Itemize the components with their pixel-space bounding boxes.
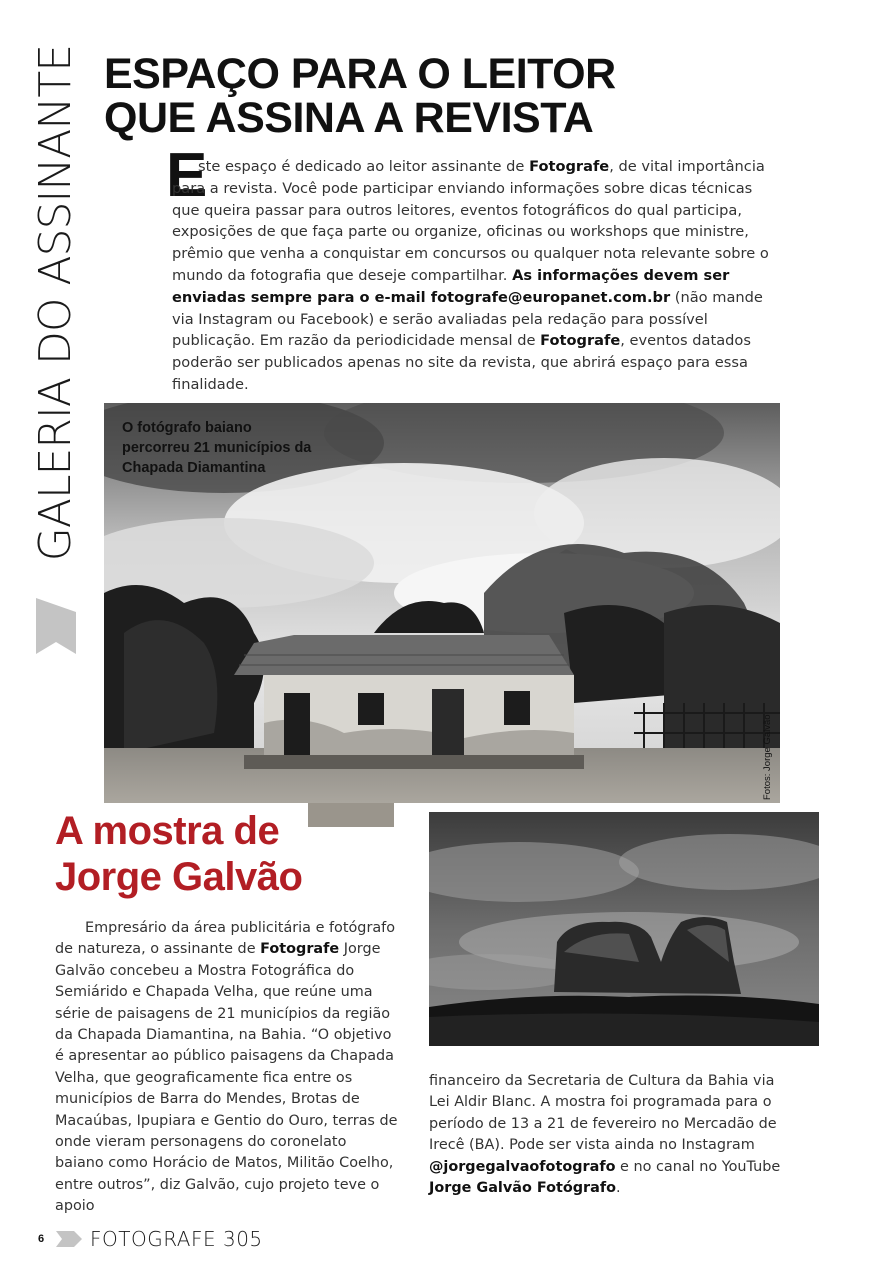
- instagram-handle: @jorgegalvaofotografo: [429, 1158, 616, 1175]
- page-title: [104, 52, 724, 140]
- headline-line-1: ESPAÇO PARA O LEITOR: [104, 50, 616, 98]
- article-title: [55, 808, 345, 900]
- photo-caption: O fotógrafo baiano percorreu 21 municípios da Chapada Diamantina: [122, 420, 312, 476]
- chevron-right-icon: [56, 1229, 82, 1249]
- article-column-2: financeiro da Secretaria de Cultura da Bahia via Lei Aldir Blanc. A mostra foi programada para o período de 13 a 21 de fevereiro no Mercadão de Irecê (BA). Pode ser vista ainda no Instagram @jorgegalvaofotografo e no canal no YouTube Jorge Galvão Fotógrafo.: [429, 1073, 781, 1197]
- page-footer: [38, 1227, 263, 1251]
- article-title-line-1: A mostra de: [55, 809, 280, 853]
- section-label: [30, 45, 82, 590]
- intro-paragraph: ste espaço é dedicado ao leitor assinante de Fotografe, de vital importância para a revista. Você pode participar enviando informações sobre dicas técnicas que queira passar para outros leitores, eventos fotográficos do qual participa, exposições de que faça parte ou organize, oficinas ou workshops que ministre, prêmio que venha a conquistar em concursos ou qualquer nota relevante sobre o mundo da fotografia que deseje compartilhar. As informações devem ser enviadas sempre para o e-mail fotografe@europanet.com.br (não mande via Instagram ou Facebook) e serão avaliadas pela redação para possível publicação. Em razão da periodicidade mensal de Fotografe, eventos datados poderão ser publicados apenas no site da revista, que abrirá espaço para essa finalidade.: [172, 158, 769, 393]
- page-number: 6: [38, 1233, 45, 1245]
- rock-formation-photo: [429, 810, 819, 1046]
- headline-line-2: QUE ASSINA A REVISTA: [104, 94, 594, 142]
- chevron-right-icon: [36, 598, 76, 654]
- article-title-line-2: Jorge Galvão: [55, 855, 303, 899]
- section-label-text: GALERIA DO ASSINANTE: [30, 45, 81, 562]
- article-column-1: Empresário da área publicitária e fotógrafo de natureza, o assinante de Fotografe Jorge Galvão concebeu a Mostra Fotográfica do Semiárido e Chapada Velha, que reúne uma série de paisagens de 21 municípios da região da Chapada Diamantina, na Bahia. “O objetivo é apresentar ao público paisagens da Chapada Velha, que geograficamente fica entre os municípios de Barra do Mendes, Brotas de Macaúbas, Ipupiara e Gentio do Ouro, terras de onde vieram personagens do coronelato baiano como Horácio de Matos, Militão Coelho, entre outros”, diz Galvão, cujo projeto teve o apoio: [55, 920, 398, 1215]
- magazine-issue: FOTOGRAFE 305: [90, 1227, 263, 1251]
- drop-cap: E: [166, 141, 208, 210]
- youtube-channel: Jorge Galvão Fotógrafo: [429, 1180, 617, 1197]
